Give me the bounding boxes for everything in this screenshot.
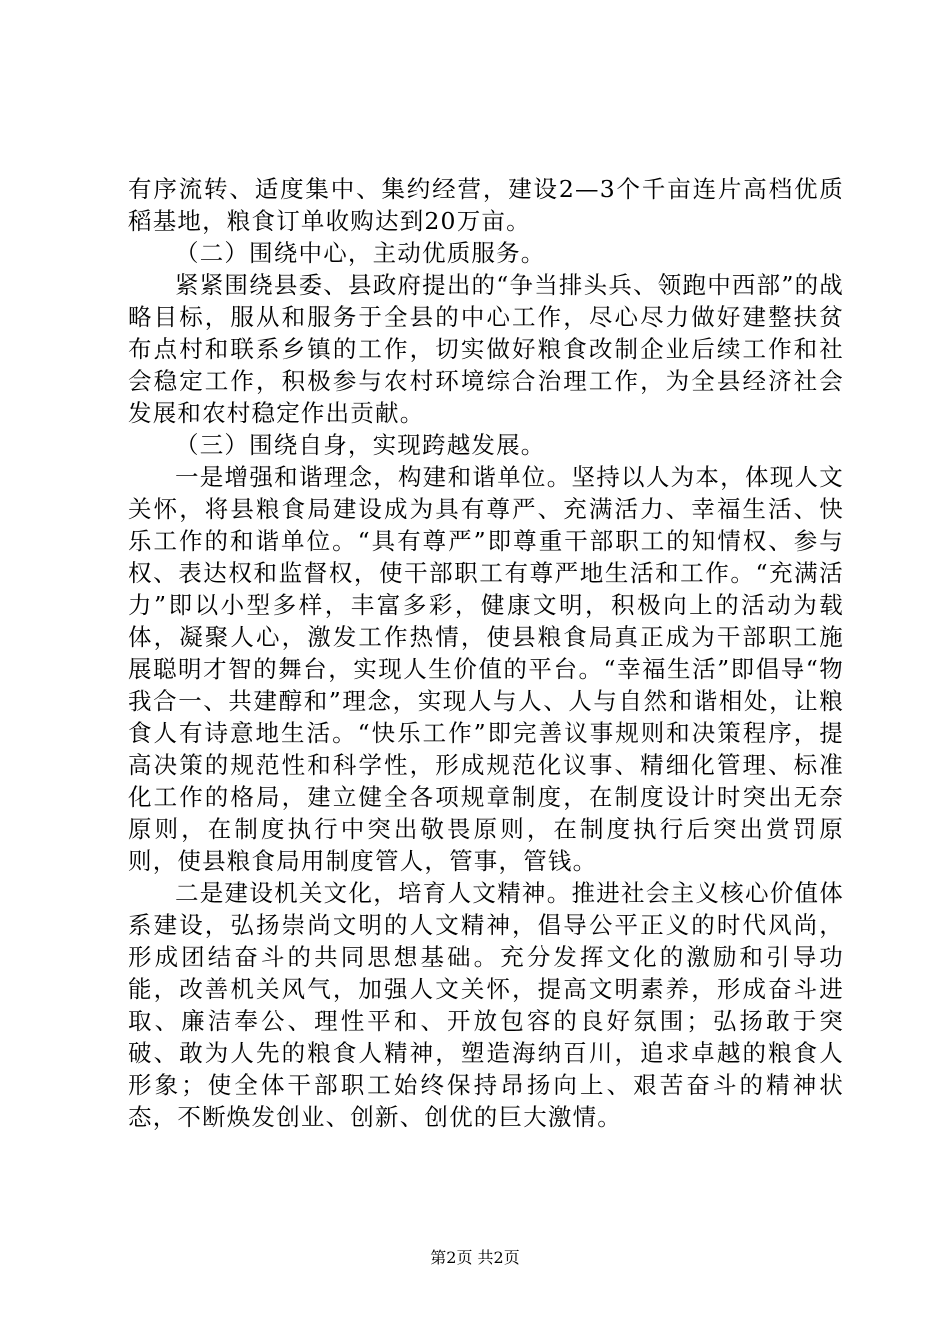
section-heading-3: （三）围绕自身，实现跨越发展。 [175,431,546,459]
paragraph-harmony: 一是增强和谐理念，构建和谐单位。坚持以人为本，体现人文关怀，将县粮食局建设成为具有尊严、充满活力、幸福生活、快乐工作的和谐单位。“具有尊严”即尊重干部职工的知情权、参与权、表达权和监督权，使干部职工有尊严地生活和工作。“充满活力”即以小型多样，丰富多彩，健康文明，积极向上的活动为载体，凝聚人心，激发工作热情，使县粮食局真正成为干部职工施展聪明才智的舞台，实现人生价值的平台。“幸福生活”即倡导“物我合一、共建醇和”理念，实现人与人、人与自然和谐相处，让粮食人有诗意地生活。“快乐工作”即完善议事规则和决策程序，提高决策的规范性和科学性，形成规范化议事、精细化管理、标准化工作的格局，建立健全各项规章制度，在制度设计时突出无奈原则，在制度执行中突出敬畏原则，在制度执行后突出赏罚原则，使县粮食局用制度管人，管事，管钱。 [128,463,844,875]
document-body [128,173,844,1133]
page-number-label: 第2页 共2页 [430,1248,520,1267]
page-footer [0,1248,950,1268]
paragraph-culture: 二是建设机关文化，培育人文精神。推进社会主义核心价值体系建设，弘扬崇尚文明的人文精神，倡导公平正义的时代风尚，形成团结奋斗的共同思想基础。充分发挥文化的激励和引导功能，改善机关风气，加强人文关怀，提高文明素养，形成奋斗进取、廉洁奉公、理性平和、开放包容的良好氛围；弘扬敢于突破、敢为人先的粮食人精神，塑造海纳百川，追求卓越的粮食人形象；使全体干部职工始终保持昂扬向上、艰苦奋斗的精神状态，不断焕发创业、创新、创优的巨大激情。 [128,879,844,1131]
paragraph-center-work: 紧紧围绕县委、县政府提出的“争当排头兵、领跑中西部”的战略目标，服从和服务于全县的中心工作，尽心尽力做好建整扶贫布点村和联系乡镇的工作，切实做好粮食改制企业后续工作和社会稳定工作，积极参与农村环境综合治理工作，为全县经济社会发展和农村稳定作出贡献。 [128,271,844,427]
section-heading-2: （二）围绕中心，主动优质服务。 [175,239,546,267]
paragraph-continuation: 有序流转、适度集中、集约经营，建设2—3个千亩连片高档优质稻基地，粮食订单收购达到20万亩。 [128,175,844,235]
